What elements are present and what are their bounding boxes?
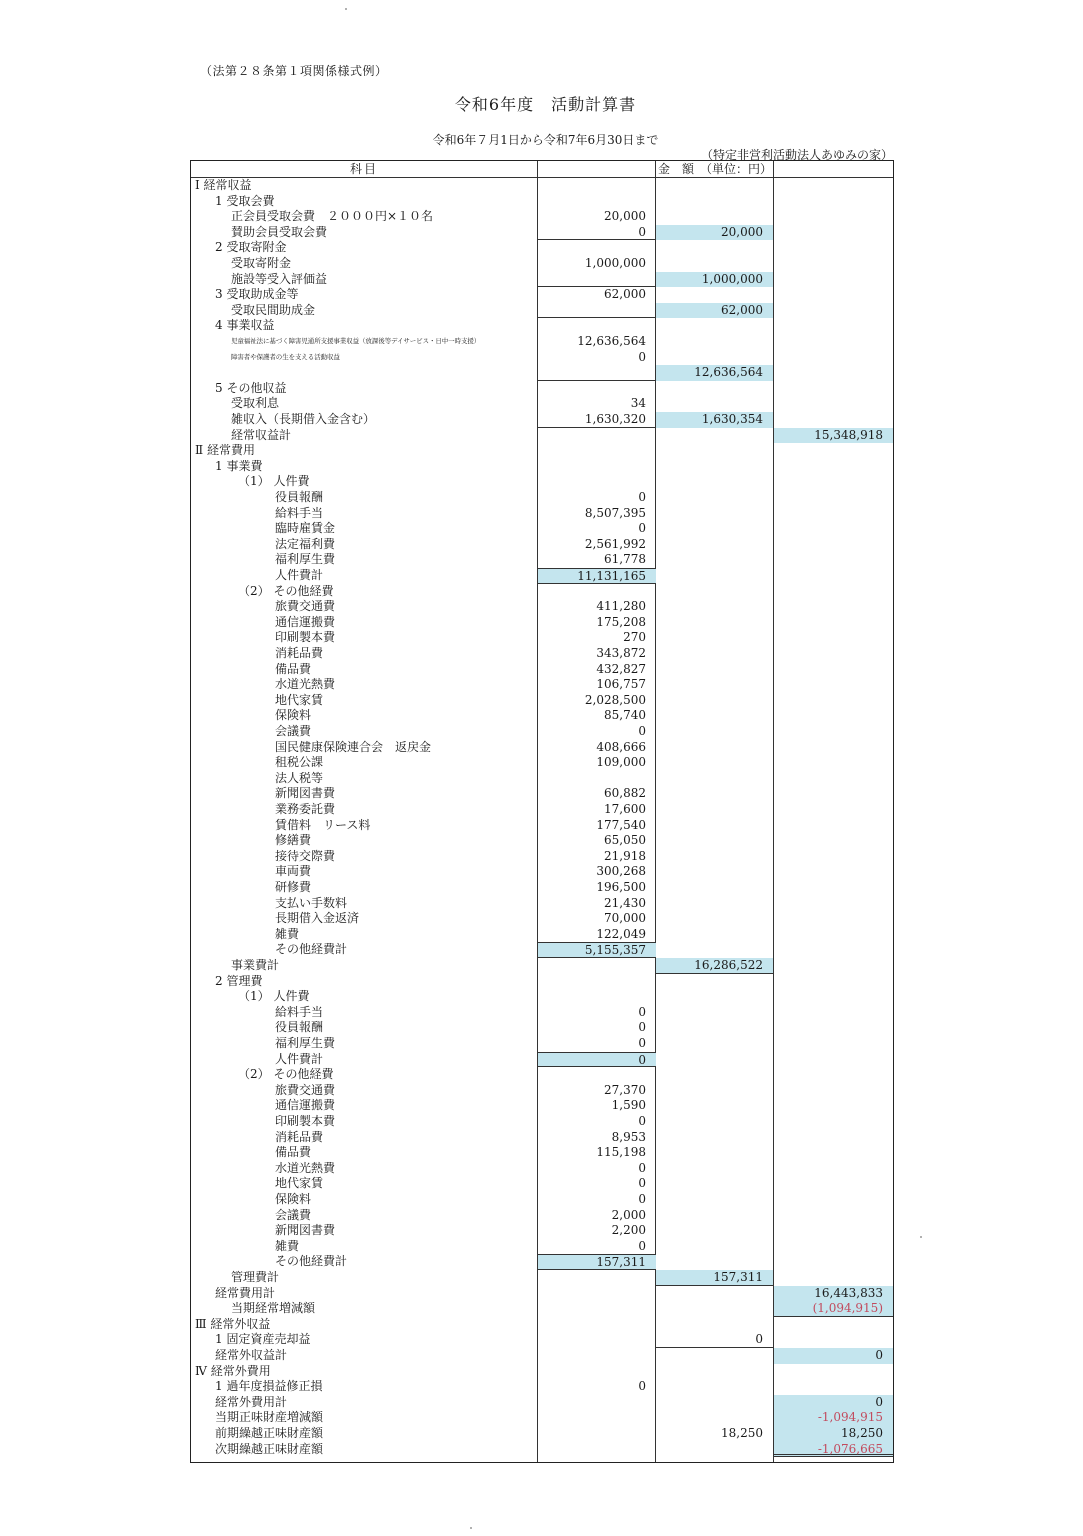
amount-cell-col3: -1,094,915 xyxy=(774,1410,893,1426)
row-label: 人件費計 xyxy=(275,568,324,582)
amount-cell-col1: 270 xyxy=(623,630,646,645)
amount-cell-col2: 16,286,522 xyxy=(656,958,773,974)
statement-row xyxy=(191,740,893,756)
amount-cell-col1: 175,208 xyxy=(596,614,646,629)
statement-row xyxy=(191,708,893,724)
amount-cell-col1: 27,370 xyxy=(604,1082,646,1097)
row-label: 地代家賃 xyxy=(275,692,324,707)
row-label: 長期借入金返済 xyxy=(275,911,360,926)
amount-cell-col1: 0 xyxy=(638,1114,646,1128)
statement-row xyxy=(191,1036,893,1052)
row-label: その他経費計 xyxy=(275,1254,348,1269)
amount-cell-col1: 1,630,320 xyxy=(538,412,656,428)
row-label: 1 事業費 xyxy=(215,458,263,473)
amount-cell-col1 xyxy=(538,303,656,319)
statement-row xyxy=(191,942,893,958)
row-label: 車両費 xyxy=(275,864,312,879)
statement-row xyxy=(191,1254,893,1270)
row-label: 福利厚生費 xyxy=(275,1036,336,1050)
row-label: 法定福利費 xyxy=(275,536,336,551)
document-title: 令和6年度 活動計算書 xyxy=(454,95,637,114)
amount-cell-col1: 70,000 xyxy=(604,911,646,926)
row-label: 児童福祉法に基づく障害児通所支援事業収益（放課後等デイサービス・日中一時支援） xyxy=(231,337,481,345)
scan-speck xyxy=(470,1527,472,1529)
statement-row xyxy=(191,521,893,537)
statement-row xyxy=(191,1410,893,1426)
amount-cell-col1: 5,155,357 xyxy=(538,942,656,958)
statement-row xyxy=(191,225,893,241)
statement-row xyxy=(191,755,893,771)
row-label: 経常外収益計 xyxy=(215,1348,288,1362)
statement-row xyxy=(191,318,893,334)
row-label: 経常費用計 xyxy=(215,1285,276,1300)
organization-name: （特定非営利活動法人あゆみの家） xyxy=(700,148,893,162)
statement-row xyxy=(191,1395,893,1411)
amount-cell-col1: 0 xyxy=(638,1004,646,1019)
row-label: 2 管理費 xyxy=(215,973,263,988)
statement-row xyxy=(191,896,893,912)
amount-cell-col1: 85,740 xyxy=(604,708,646,723)
amount-cell-col1: 62,000 xyxy=(604,287,646,302)
amount-cell-col3: 0 xyxy=(774,1348,893,1364)
amount-cell-col1: 21,430 xyxy=(604,895,646,910)
statement-row xyxy=(191,287,893,303)
amount-cell-col1: 196,500 xyxy=(596,880,646,894)
row-label: 次期繰越正味財産額 xyxy=(215,1441,324,1456)
row-label: 雑費 xyxy=(275,926,300,941)
statement-row xyxy=(191,1239,893,1255)
row-label: 備品費 xyxy=(275,661,312,676)
amount-cell-col2: 0 xyxy=(656,1332,773,1348)
statement-row xyxy=(191,412,893,428)
amount-cell-col1: 61,778 xyxy=(604,552,646,567)
row-label: 雑収入（長期借入金含む） xyxy=(231,412,376,426)
row-label: 研修費 xyxy=(275,880,312,894)
amount-cell-col1: 1,000,000 xyxy=(584,256,646,270)
statement-row xyxy=(191,209,893,225)
row-label: 給料手当 xyxy=(275,1004,324,1019)
amount-cell-col1: 115,198 xyxy=(596,1145,646,1160)
statement-row xyxy=(191,1114,893,1130)
form-note: （法第２８条第１項関係様式例） xyxy=(200,64,388,78)
row-label: 受取寄附金 xyxy=(231,256,292,270)
statement-row xyxy=(191,802,893,818)
row-label: 受取利息 xyxy=(231,396,280,411)
statement-row xyxy=(191,1286,893,1302)
statement-row xyxy=(191,365,893,381)
amount-cell-col2: 18,250 xyxy=(721,1426,763,1440)
row-label: 通信運搬費 xyxy=(275,614,336,629)
row-label: 地代家賃 xyxy=(275,1176,324,1191)
statement-row xyxy=(191,1020,893,1036)
amount-cell-col1: 0 xyxy=(638,1192,646,1206)
amount-cell-col1: 0 xyxy=(638,1160,646,1175)
row-label: 租税公課 xyxy=(275,755,324,770)
row-label: 業務委託費 xyxy=(275,802,336,816)
amount-cell-col1: 122,049 xyxy=(596,926,646,941)
statement-row xyxy=(191,1223,893,1239)
amount-cell-col1: 0 xyxy=(638,490,646,504)
statement-row xyxy=(191,459,893,475)
amount-cell-col2: 157,311 xyxy=(656,1270,773,1286)
row-label: 修繕費 xyxy=(275,833,312,848)
statement-row xyxy=(191,1083,893,1099)
statement-row xyxy=(191,1301,893,1317)
statement-row xyxy=(191,240,893,256)
amount-cell-col1: 432,827 xyxy=(596,661,646,676)
statement-row xyxy=(191,272,893,288)
row-label: 新聞図書費 xyxy=(275,786,336,801)
row-label: 支払い手数料 xyxy=(275,895,348,910)
amount-cell-col3: 18,250 xyxy=(774,1426,893,1442)
amount-cell-col1: 157,311 xyxy=(538,1254,656,1270)
amount-cell-col1: 2,561,992 xyxy=(584,536,646,551)
row-label: 雑費 xyxy=(275,1238,300,1253)
amount-cell-col1: 17,600 xyxy=(604,802,646,816)
statement-row xyxy=(191,1270,893,1286)
amount-cell-col1: 177,540 xyxy=(596,817,646,832)
row-label: 施設等受入評価益 xyxy=(231,271,328,286)
statement-row xyxy=(191,771,893,787)
statement-row xyxy=(191,818,893,834)
statement-row xyxy=(191,864,893,880)
activity-statement-table xyxy=(190,160,894,1463)
row-label: 臨時雇賃金 xyxy=(275,521,336,536)
row-label: 人件費計 xyxy=(275,1051,324,1066)
scan-speck xyxy=(920,1236,922,1238)
statement-row xyxy=(191,630,893,646)
row-label: 法人税等 xyxy=(275,770,324,785)
amount-cell-col1: 0 xyxy=(638,1020,646,1035)
statement-row xyxy=(191,974,893,990)
row-label: 会議費 xyxy=(275,1207,312,1222)
amount-cell-col1: 0 xyxy=(638,1238,646,1253)
row-label: 障害者や保護者の生を支える活動収益 xyxy=(231,352,340,361)
row-label: 前期繰越正味財産額 xyxy=(215,1426,324,1440)
row-label: 保険料 xyxy=(275,1192,312,1206)
statement-row xyxy=(191,506,893,522)
statement-row xyxy=(191,552,893,568)
statement-row xyxy=(191,178,893,194)
amount-cell-col2: 12,636,564 xyxy=(656,365,773,381)
statement-row xyxy=(191,724,893,740)
amount-cell-col1: 0 xyxy=(638,1379,646,1394)
amount-cell-col1: 8,507,395 xyxy=(584,505,646,520)
statement-row xyxy=(191,1208,893,1224)
row-label: 1 過年度損益修正損 xyxy=(215,1379,323,1394)
amount-cell-col3: (1,094,915) xyxy=(774,1301,893,1317)
row-label: 国民健康保険連合会 返戻金 xyxy=(275,739,432,754)
document-period: 令和6年７月1日から令和7年6月30日まで xyxy=(432,133,659,147)
row-label: 受取民間助成金 xyxy=(231,302,316,317)
statement-row xyxy=(191,646,893,662)
statement-row xyxy=(191,1145,893,1161)
row-label: Ⅳ 経常外費用 xyxy=(195,1363,271,1378)
statement-row xyxy=(191,1192,893,1208)
amount-cell-col1: 34 xyxy=(630,396,646,411)
statement-row xyxy=(191,677,893,693)
amount-cell-col3: 16,443,833 xyxy=(774,1286,893,1302)
statement-row xyxy=(191,584,893,600)
amount-cell-col1: 109,000 xyxy=(596,755,646,770)
statement-row xyxy=(191,256,893,272)
statement-row xyxy=(191,1348,893,1364)
statement-row xyxy=(191,568,893,584)
amount-cell-col1: 11,131,165 xyxy=(538,568,656,584)
row-label: 1 固定資産売却益 xyxy=(215,1332,311,1347)
row-label: 新聞図書費 xyxy=(275,1223,336,1238)
amount-cell-col1: 0 xyxy=(538,225,656,241)
row-label: 備品費 xyxy=(275,1145,312,1160)
row-label: 役員報酬 xyxy=(275,1020,324,1035)
amount-cell-col2: 1,630,354 xyxy=(656,412,773,428)
statement-row xyxy=(191,396,893,412)
row-label: 役員報酬 xyxy=(275,490,324,504)
statement-row xyxy=(191,1005,893,1021)
amount-cell-col3: -1,076,665 xyxy=(774,1442,893,1458)
row-label: 当期正味財産増減額 xyxy=(215,1410,324,1425)
statement-row xyxy=(191,1176,893,1192)
row-label: 旅費交通費 xyxy=(275,1082,336,1097)
amount-cell-col1: 65,050 xyxy=(604,833,646,848)
statement-row xyxy=(191,1364,893,1380)
column-header-amount: 金 額 （単位：円） xyxy=(657,162,772,176)
row-label: Ⅰ 経常収益 xyxy=(195,178,252,192)
row-label: 消耗品費 xyxy=(275,646,324,660)
row-label: Ⅱ 経常費用 xyxy=(195,443,255,458)
statement-row xyxy=(191,833,893,849)
statement-row xyxy=(191,958,893,974)
amount-cell-col1: 2,028,500 xyxy=(584,692,646,707)
row-label: 消耗品費 xyxy=(275,1129,324,1144)
statement-row xyxy=(191,849,893,865)
statement-row xyxy=(191,1332,893,1348)
amount-cell-col1: 0 xyxy=(638,724,646,738)
row-label: （2） その他経費 xyxy=(238,583,334,598)
row-label: 当期経常増減額 xyxy=(231,1301,316,1316)
statement-row xyxy=(191,989,893,1005)
row-label: Ⅲ 経常外収益 xyxy=(195,1316,271,1331)
statement-row xyxy=(191,1317,893,1333)
statement-row xyxy=(191,1442,893,1458)
amount-cell-col1: 21,918 xyxy=(604,848,646,863)
column-header-subject: 科目 xyxy=(349,162,378,176)
amount-cell-col3: 0 xyxy=(774,1395,893,1411)
row-label: （1） 人件費 xyxy=(238,989,310,1004)
amount-cell-col1: 343,872 xyxy=(596,646,646,660)
amount-cell-col1: 0 xyxy=(638,1176,646,1191)
amount-cell-col1: 411,280 xyxy=(596,599,646,614)
row-label: 正会員受取会費 ２０００円×１０名 xyxy=(231,209,434,224)
row-label: 通信運搬費 xyxy=(275,1098,336,1113)
amount-cell-col1: 0 xyxy=(638,349,646,364)
row-label: 4 事業収益 xyxy=(215,318,275,333)
statement-row xyxy=(191,334,893,350)
row-label: 福利厚生費 xyxy=(275,552,336,567)
amount-cell-col1: 1,590 xyxy=(611,1098,646,1113)
amount-cell-col1: 300,268 xyxy=(596,864,646,879)
statement-row xyxy=(191,443,893,459)
row-label: 2 受取寄附金 xyxy=(215,240,287,255)
amount-cell-col3: 15,348,918 xyxy=(774,428,893,444)
amount-cell-col2: 1,000,000 xyxy=(656,272,773,288)
statement-row xyxy=(191,474,893,490)
amount-cell-col1: 2,200 xyxy=(611,1223,646,1238)
row-label: 経常外費用計 xyxy=(215,1394,288,1409)
statement-row xyxy=(191,1379,893,1395)
statement-row xyxy=(191,693,893,709)
row-label: （2） その他経費 xyxy=(238,1067,334,1082)
amount-cell-col1: 20,000 xyxy=(604,209,646,224)
scan-speck xyxy=(345,8,347,10)
statement-row xyxy=(191,911,893,927)
amount-cell-col1: 0 xyxy=(538,1052,656,1068)
row-label: 賛助会員受取会費 xyxy=(231,224,328,239)
statement-row xyxy=(191,1052,893,1068)
row-label: 旅費交通費 xyxy=(275,599,336,614)
statement-row xyxy=(191,1130,893,1146)
statement-row xyxy=(191,1067,893,1083)
statement-row xyxy=(191,303,893,319)
row-label: 水道光熱費 xyxy=(275,1160,336,1175)
amount-cell-col1: 60,882 xyxy=(604,786,646,801)
amount-cell-col1: 0 xyxy=(638,1036,646,1050)
statement-row xyxy=(191,1098,893,1114)
row-label: 管理費計 xyxy=(231,1270,280,1284)
amount-cell-col1: 8,953 xyxy=(611,1129,646,1144)
row-label: （1） 人件費 xyxy=(238,474,310,489)
row-label: 会議費 xyxy=(275,724,312,738)
row-label: 保険料 xyxy=(275,708,312,723)
amount-cell-col1: 408,666 xyxy=(596,739,646,754)
row-label: 事業費計 xyxy=(231,958,280,972)
row-label: 印刷製本費 xyxy=(275,1114,336,1128)
amount-cell-col1 xyxy=(538,365,656,381)
row-label: その他経費計 xyxy=(275,942,348,957)
statement-row xyxy=(191,381,893,397)
row-label: 1 受取会費 xyxy=(215,193,275,208)
statement-row xyxy=(191,537,893,553)
row-label: 水道光熱費 xyxy=(275,677,336,692)
row-label: 賃借料 リース料 xyxy=(275,817,371,832)
row-label: 印刷製本費 xyxy=(275,630,336,645)
row-label: 5 その他収益 xyxy=(215,380,287,395)
amount-cell-col1: 0 xyxy=(638,521,646,536)
amount-cell-col1: 106,757 xyxy=(596,677,646,692)
statement-row xyxy=(191,194,893,210)
statement-row xyxy=(191,786,893,802)
row-label: 経常収益計 xyxy=(231,427,292,442)
amount-cell-col2: 20,000 xyxy=(656,225,773,241)
row-label: 3 受取助成金等 xyxy=(215,287,299,302)
row-label: 接待交際費 xyxy=(275,848,336,863)
statement-row xyxy=(191,428,893,444)
statement-row xyxy=(191,350,893,366)
statement-row xyxy=(191,1426,893,1442)
statement-row xyxy=(191,927,893,943)
statement-row xyxy=(191,880,893,896)
amount-cell-col1 xyxy=(538,272,656,288)
statement-row xyxy=(191,1161,893,1177)
statement-row xyxy=(191,662,893,678)
amount-cell-col2: 62,000 xyxy=(656,303,773,319)
row-label: 給料手当 xyxy=(275,505,324,520)
statement-row xyxy=(191,599,893,615)
amount-cell-col1: 2,000 xyxy=(611,1207,646,1222)
statement-row xyxy=(191,490,893,506)
amount-cell-col1: 12,636,564 xyxy=(577,334,646,348)
statement-row xyxy=(191,615,893,631)
